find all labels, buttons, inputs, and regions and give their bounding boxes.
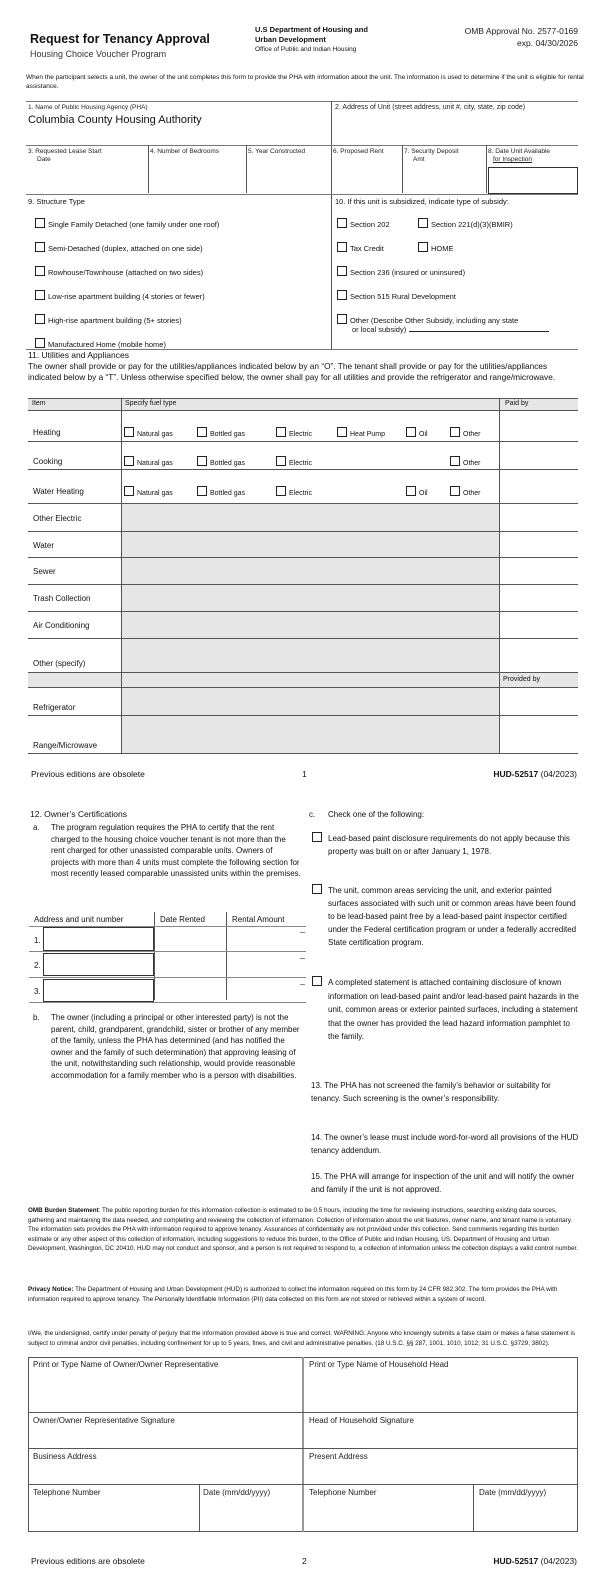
other-electric-paid-by-field[interactable] [500,504,578,531]
structure-type-label: 9. Structure Type [28,197,85,206]
checkbox[interactable] [35,242,45,252]
structure-option-manufactured[interactable]: Manufactured Home (mobile home) [35,338,166,349]
household-phone-field[interactable] [305,1499,471,1530]
unit-row-1-amount-field[interactable] [228,927,304,951]
structure-option-rowhouse[interactable]: Rowhouse/Townhouse (attached on two sides) [35,266,203,277]
checkbox[interactable] [124,486,134,496]
household-phone-label: Telephone Number [309,1488,377,1497]
bedrooms-field[interactable] [150,158,244,191]
checkbox[interactable] [406,486,416,496]
household-name-field[interactable] [305,1372,576,1410]
row-other-specify-label: Other (specify) [33,659,86,668]
unit-row-2-number: 2. [34,961,41,970]
cooking-electric[interactable]: Electric [276,456,312,467]
item-15-text: 15. The PHA will arrange for inspection of the unit and will notify the owner and family if the unit is not approved. [311,1172,575,1194]
cooking-natural-gas[interactable]: Natural gas [124,456,173,467]
lead-paint-option-3-checkbox[interactable] [312,976,322,986]
present-address-label: Present Address [309,1452,368,1461]
unit-row-2-amount-field[interactable] [228,953,304,976]
owner-date-field[interactable] [201,1499,300,1530]
pha-name-field[interactable]: Columbia County Housing Authority [28,114,202,126]
checkbox[interactable] [450,486,460,496]
checkbox[interactable] [35,290,45,300]
checkbox[interactable] [450,456,460,466]
unit-row-2-address-field[interactable] [43,953,154,976]
row-other-electric-label: Other Electric [33,514,82,523]
water-heating-oil[interactable]: Oil [406,486,428,497]
owner-signature-field[interactable] [30,1427,300,1447]
unit-table-header-address: Address and unit number [34,915,124,924]
subsidy-option-tax-credit[interactable]: Tax Credit [337,242,384,253]
heating-bottled-gas[interactable]: Bottled gas [197,427,245,438]
lease-start-label: 3. Requested Lease Start Date [28,148,102,163]
heating-heat-pump[interactable]: Heat Pump [337,427,385,438]
range-provided-by-field[interactable] [500,716,578,753]
household-date-field[interactable] [475,1499,576,1530]
form-subtitle: Housing Choice Voucher Program [30,49,167,59]
water-heating-paid-by-field[interactable] [500,470,578,503]
checkbox[interactable] [35,218,45,228]
checkbox[interactable] [197,456,207,466]
cert-c-marker: c. [309,810,316,819]
col-provided-header: Provided by [503,676,540,683]
checkbox[interactable] [337,314,347,324]
household-date-label: Date (mm/dd/yyyy) [479,1488,547,1497]
checkbox[interactable] [337,242,347,252]
year-constructed-field[interactable] [248,158,328,191]
footer-obsolete-note-2: Previous editions are obsolete [31,1556,145,1566]
certifications-title: 12. Owner’s Certifications [30,809,128,819]
checkbox[interactable] [450,427,460,437]
present-address-field[interactable] [305,1463,576,1483]
unit-row-3-amount-field[interactable] [228,979,304,1002]
water-heating-other[interactable]: Other [450,486,481,497]
row-heating-label: Heating [33,428,61,437]
owner-signature-label: Owner/Owner Representative Signature [33,1416,175,1425]
form-id-1: HUD-52517 (04/2023) [493,769,577,779]
checkbox[interactable] [337,290,347,300]
date-available-label: 8. Date Unit Available for Inspection [488,148,551,163]
utilities-title: 11. Utilities and Appliances [28,350,129,360]
structure-option-high-rise[interactable]: High-rise apartment building (5+ stories) [35,314,182,325]
owner-date-label: Date (mm/dd/yyyy) [203,1488,271,1497]
row-trash-label: Trash Collection [33,594,91,603]
privacy-notice: Privacy Notice: The Department of Housing and Urban Development (HUD) is authorized to collect the information required on this form by 24 CFR 982.302. The form provides the PHA with information required to approve tenancy. The Personally Identifiable Information (PII) data collected on this form are not stored or retrieved within a system of record. [28,1286,558,1303]
subsidy-option-section-221[interactable]: Section 221(d)(3)(BMIR) [418,218,513,229]
unit-row-2-date-field[interactable] [156,953,224,976]
checkbox[interactable] [337,218,347,228]
lead-paint-option-1-text: Lead-based paint disclosure requirements do not apply because this property was built on or after January 1, 1978. [328,834,570,856]
checkbox[interactable] [197,427,207,437]
cert-a-marker: a. [33,823,40,832]
structure-option-single-family[interactable]: Single Family Detached (one family under one roof) [35,218,219,229]
trash-paid-by-field[interactable] [500,585,578,611]
water-heating-bottled-gas[interactable]: Bottled gas [197,486,245,497]
heating-natural-gas[interactable]: Natural gas [124,427,173,438]
lead-paint-option-2-checkbox[interactable] [312,884,322,894]
footer-obsolete-note: Previous editions are obsolete [31,769,145,779]
proposed-rent-label: 6. Proposed Rent [333,148,384,155]
intro-text: When the participant selects a unit, the owner of the unit completes this form to provide the PHA with information about the unit. The information is used to determine if the unit is eligible for rental assistance. [26,74,584,90]
subsidy-option-home[interactable]: HOME [418,242,454,253]
unit-row-3-date-field[interactable] [156,979,224,1002]
sewer-paid-by-field[interactable] [500,558,578,584]
row-water-label: Water [33,541,55,550]
checkbox[interactable] [35,266,45,276]
item-13-text: 13. The PHA has not screened the family’s behavior or suitability for tenancy. Such screening is the owner’s responsibility. [311,1081,551,1103]
office-name: Office of Public and Indian Housing [255,46,357,53]
row-refrigerator-label: Refrigerator [33,703,76,712]
checkbox[interactable] [124,456,134,466]
heating-electric[interactable]: Electric [276,427,312,438]
row-sewer-label: Sewer [33,567,56,576]
item-14-text: 14. The owner’s lease must include word-for-word all provisions of the HUD tenancy addendum. [311,1133,579,1155]
lead-paint-option-3-text: A completed statement is attached containing disclosure of known information on lead-based paint and/or lead-based paint hazards in the unit, common areas or exterior painted surfaces, including a statement that the owner has provided the lead hazard information pamphlet to the family. [328,978,579,1041]
checkbox[interactable] [418,242,428,252]
cooking-other[interactable]: Other [450,456,481,467]
date-available-field[interactable] [488,167,578,194]
checkbox[interactable] [276,486,286,496]
refrigerator-provided-by-field[interactable] [500,688,578,715]
col-item-header: Item [32,400,46,407]
row-air-conditioning-label: Air Conditioning [33,621,90,630]
heating-paid-by-field[interactable] [500,412,578,441]
cooking-bottled-gas[interactable]: Bottled gas [197,456,245,467]
checkbox[interactable] [124,427,134,437]
certification-warning: I/We, the undersigned, certify under penalty of perjury that the information provided above is true and correct. WARNING: Anyone who knowingly submits a false claim or makes a false statement is subject to criminal and/or civil penalties, including confinement for up to 5 years, fines, and civil and administrative penalties. (18 U.S.C. §§ 287, 1001, 1010, 1012; 31 U.S.C. §3729, 3802). [28,1330,576,1347]
owner-phone-field[interactable] [30,1499,197,1530]
business-address-label: Business Address [33,1452,97,1461]
page-number-1: 1 [302,769,307,779]
lease-start-field[interactable] [28,166,146,191]
cert-a-text: The program regulation requires the PHA to certify that the rent charged to the housing choice voucher tenant is not more than the rent charged for other unassisted comparable units. Owners of projects with more than 4 units must complete the following section for most recently leased comparable unassisted units within the premises. [51,823,301,878]
unit-row-3-address-field[interactable] [43,979,154,1002]
security-deposit-label: 7. Security Deposit Amt [404,148,459,163]
household-name-label: Print or Type Name of Household Head [309,1360,449,1369]
household-signature-field[interactable] [305,1427,576,1447]
owner-name-label: Print or Type Name of Owner/Owner Representative [33,1360,219,1369]
form-title: Request for Tenancy Approval [30,32,210,46]
omb-burden-statement: OMB Burden Statement: The public reporting burden for this information collection is estimated to be 0.5 hours, including the time for reviewing instructions, searching existing data sources, gathering and maintaining the data needed, and completing and reviewing the collection of information. Collection of information about the unit features, owner name, and tenant name is voluntary. The information sets provides the PHA with information required to approve tenancy. Assurances of confidentiality are not provided under this collection. Send comments regarding this burden estimate or any other aspect of this collection of information, including suggestions to reduce this burden, to the Office of Public and Indian Housing, US. Department of Housing and Urban Development, Washington, DC 20410. HUD may not conduct and sponsor, and a person is not required to respond to, a collection of information unless the collection displays a valid control number. [28,1207,579,1252]
checkbox[interactable] [418,218,428,228]
appliance-header-shade [28,672,121,687]
cert-b-marker: b. [33,1013,40,1022]
structure-option-semi-detached[interactable]: Semi-Detached (duplex, attached on one side) [35,242,203,253]
checkbox[interactable] [35,338,45,348]
pha-name-label: 1. Name of Public Housing Agency (PHA) [28,104,148,111]
air-conditioning-paid-by-field[interactable] [500,612,578,638]
subsidy-option-section-236[interactable]: Section 236 (insured or uninsured) [337,266,465,277]
water-heating-electric[interactable]: Electric [276,486,312,497]
subsidy-option-section-202[interactable]: Section 202 [337,218,390,229]
checkbox[interactable] [337,427,347,437]
omb-approval: OMB Approval No. 2577-0169 exp. 04/30/2026 [464,26,578,48]
department-name: U.S Department of Housing and Urban Development [255,25,368,44]
cert-c-title: Check one of the following: [328,810,425,819]
cooking-paid-by-field[interactable] [500,442,578,469]
subsidy-other-line: or local subsidy) [352,325,549,334]
unit-table-header-date: Date Rented [160,915,205,924]
subsidy-other-input[interactable] [409,331,549,332]
water-paid-by-field[interactable] [500,532,578,557]
col-fuel-header: Specify fuel type [125,400,177,407]
unit-address-label: 2. Address of Unit (street address, unit #, city, state, zip code) [335,104,526,111]
structure-option-low-rise[interactable]: Low-rise apartment building (4 stories or fewer) [35,290,205,301]
bedrooms-label: 4. Number of Bedrooms [150,148,220,155]
cert-b-text: The owner (including a principal or other interested party) is not the parent, child, grandparent, grandchild, sister or brother of any member of the family, unless the PHA has determined (and has notified the owner and the family of such determination) that approving leasing of the unit, notwithstanding such relationship, would provide reasonable accommodation for a family member who is a person with disabilities. [51,1013,300,1080]
row-cooking-label: Cooking [33,457,63,466]
security-deposit-field[interactable] [404,166,484,191]
checkbox[interactable] [276,427,286,437]
business-address-field[interactable] [30,1463,300,1483]
proposed-rent-field[interactable] [333,158,400,191]
row-range-label: Range/Microwave [33,741,98,750]
form-id-2: HUD-52517 (04/2023) [493,1556,577,1566]
year-constructed-label: 5. Year Constructed [248,148,306,155]
other-specify-paid-by-field[interactable] [500,639,578,672]
checkbox[interactable] [35,314,45,324]
water-heating-natural-gas[interactable]: Natural gas [124,486,173,497]
unit-row-3-number: 3. [34,987,41,996]
checkbox[interactable] [197,486,207,496]
lead-paint-option-1-checkbox[interactable] [312,832,322,842]
unit-row-1-number: 1. [34,936,41,945]
subsidy-option-section-515[interactable]: Section 515 Rural Development [337,290,456,301]
utilities-header-row [28,398,578,411]
utilities-instructions: The owner shall provide or pay for the utilities/appliances indicated below by an “O”. The tenant shall provide or pay for the utilities/appliances indicated below by a “T”. Unless otherwise specified below, the owner shall pay for all utilities and provide the refrigerator and range/microwave. [28,361,556,382]
heating-oil[interactable]: Oil [406,427,428,438]
row-water-heating-label: Water Heating [33,487,84,496]
checkbox[interactable] [406,427,416,437]
unit-row-1-address-field[interactable] [43,927,154,951]
owner-name-field[interactable] [30,1372,300,1410]
unit-address-field[interactable] [335,114,575,142]
owner-phone-label: Telephone Number [33,1488,101,1497]
lead-paint-option-2-text: The unit, common areas servicing the unit, and exterior painted surfaces associated with such unit or common areas have been found to be lead-based paint free by a lead-based paint inspector certified under the Federal certification program or under a federally accredited State certification program. [328,886,577,947]
checkbox[interactable] [337,266,347,276]
subsidy-label: 10. If this unit is subsidized, indicate type of subsidy: [335,197,509,206]
col-paid-header: Paid by [505,400,529,407]
page-number-2: 2 [302,1556,307,1566]
checkbox[interactable] [276,456,286,466]
subsidy-option-other[interactable]: Other (Describe Other Subsidy, including any state [337,314,518,325]
heating-other[interactable]: Other [450,427,481,438]
unit-row-1-date-field[interactable] [156,927,224,951]
household-signature-label: Head of Household Signature [309,1416,414,1425]
unit-table-header-amount: Rental Amount [232,915,285,924]
